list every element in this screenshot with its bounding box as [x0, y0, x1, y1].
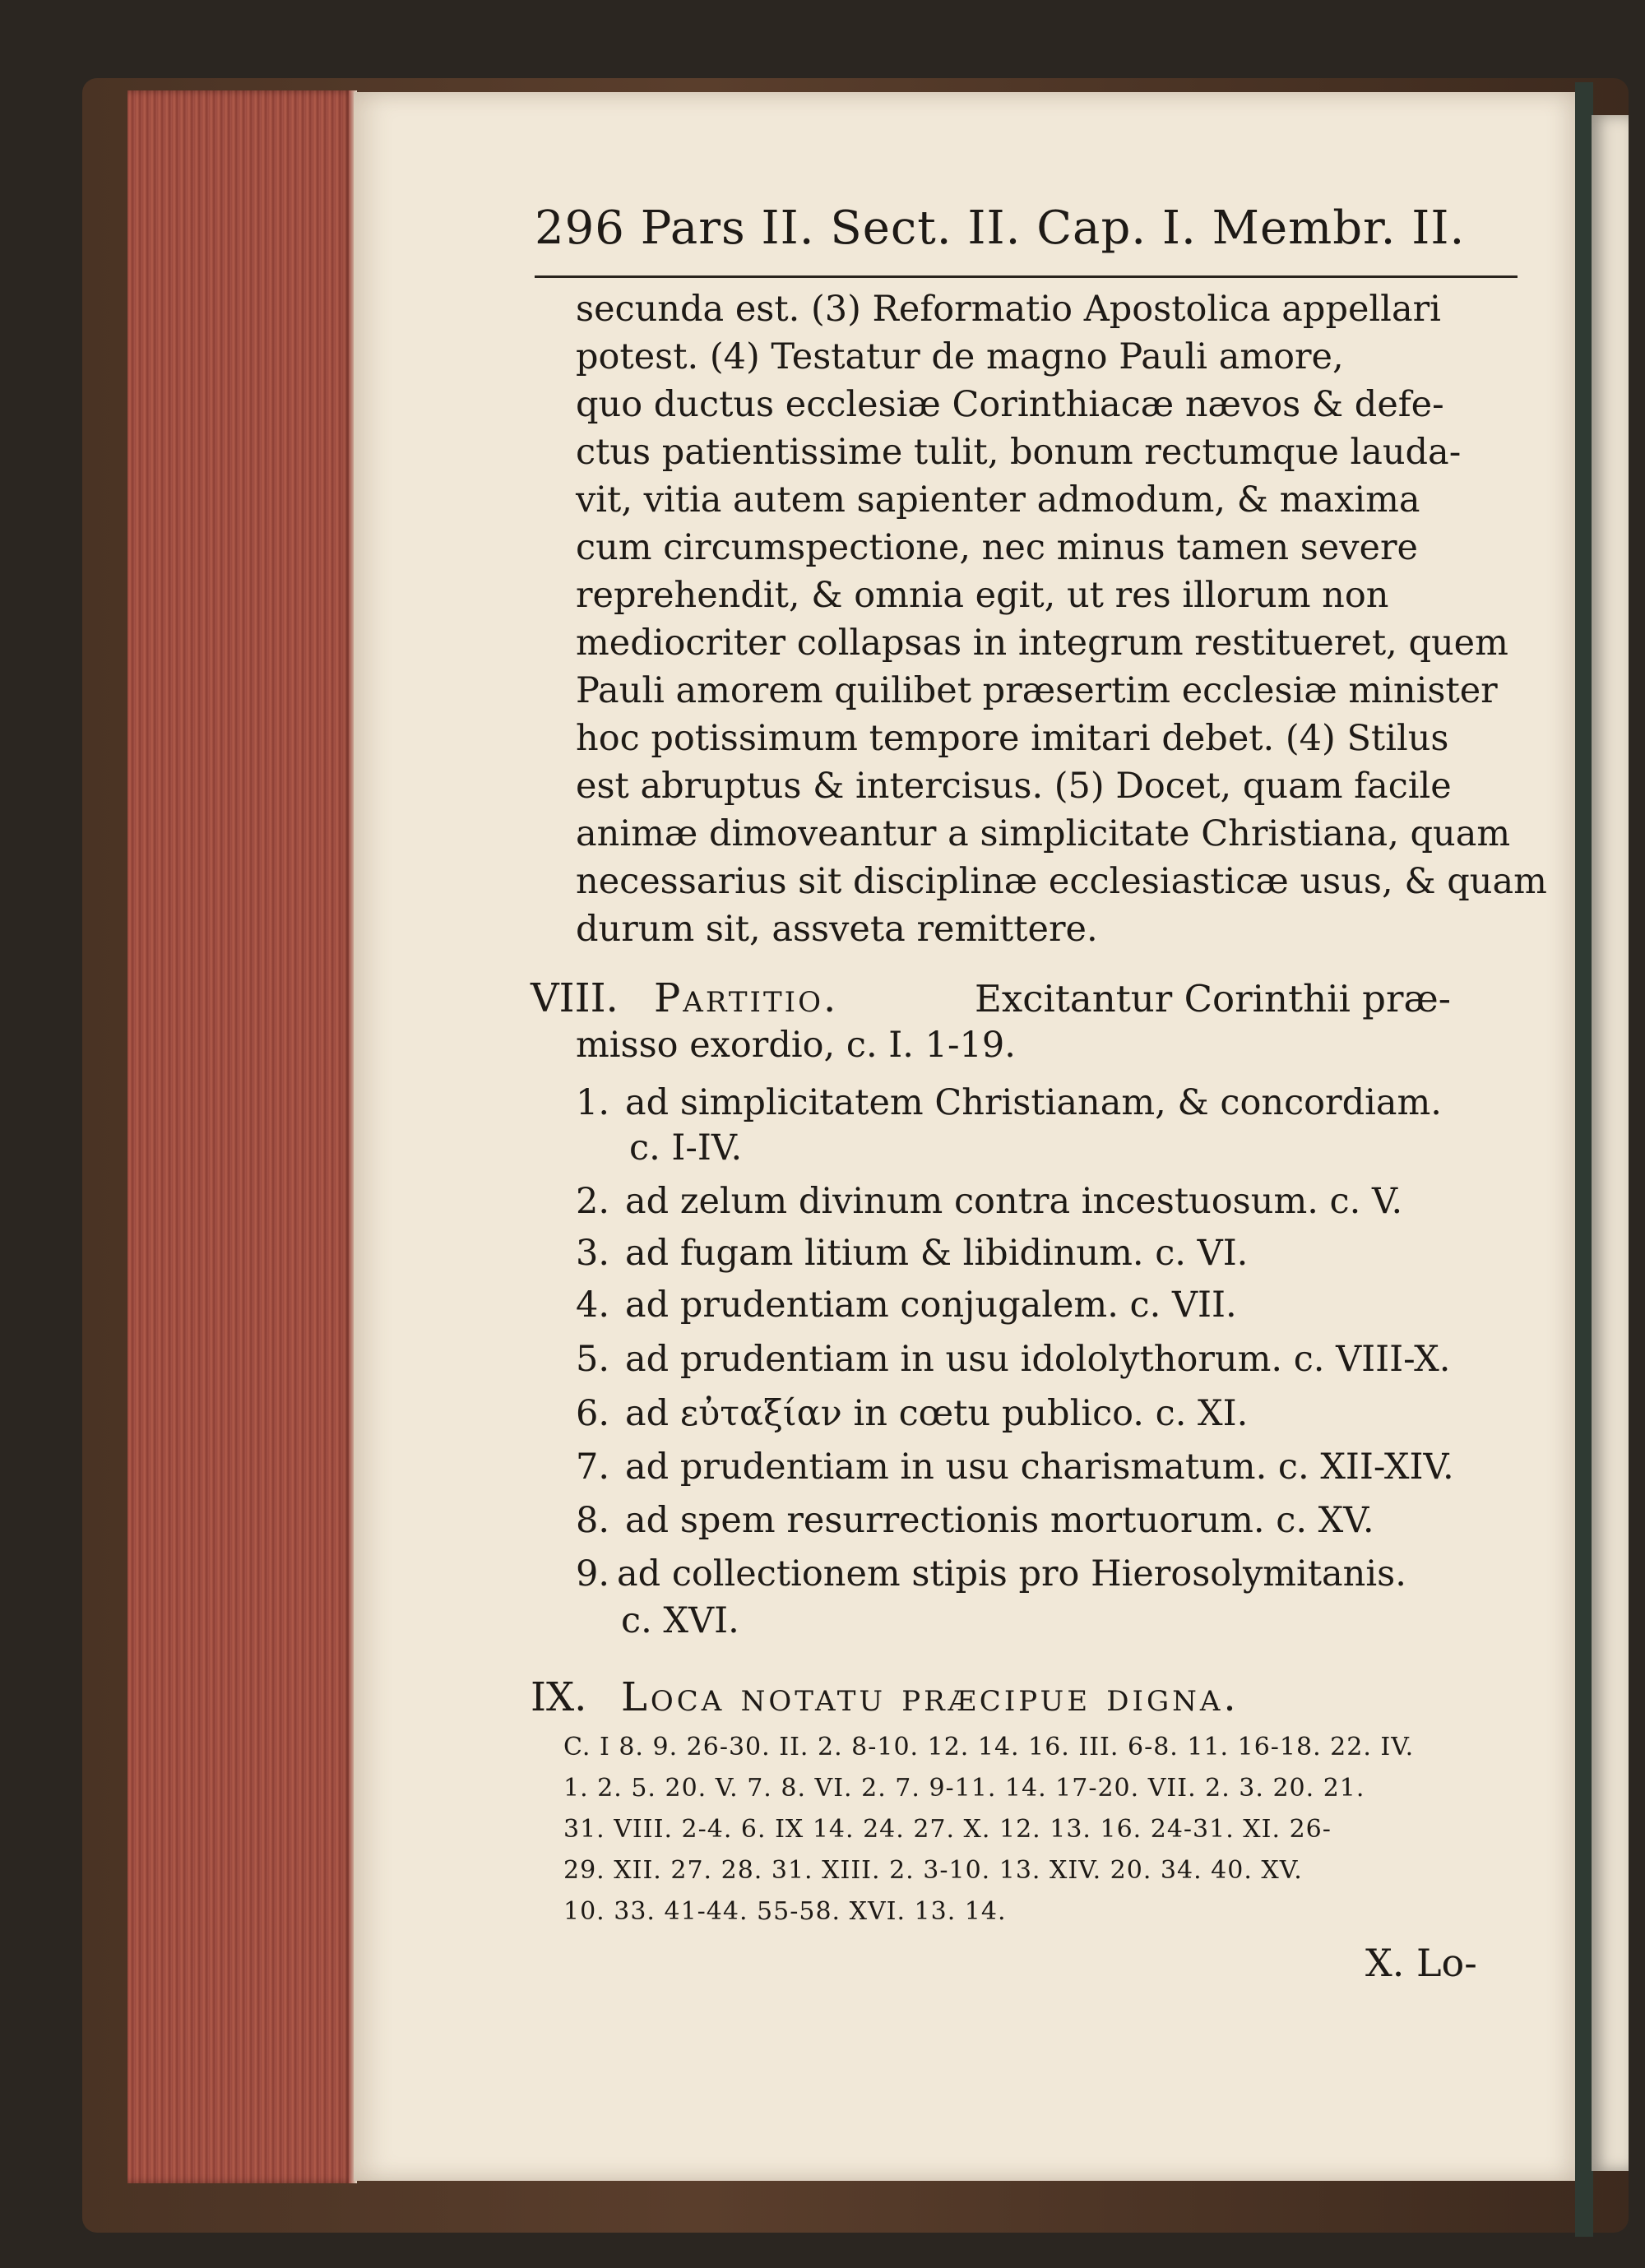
list-item-number: 2. [576, 1181, 610, 1222]
section-title: Loca notatu præcipue digna. [621, 1674, 1240, 1720]
list-item-number: 3. [576, 1233, 610, 1274]
facing-page-edge [1592, 115, 1629, 2171]
catchword: X. Lo- [1365, 1941, 1477, 1985]
list-item-number: 7. [576, 1446, 610, 1488]
list-item-number: 9. [576, 1553, 610, 1595]
section-number: IX. [531, 1674, 587, 1720]
section-title: Partitio. [654, 975, 839, 1021]
paragraph-line: secunda est. (3) Reformatio Apostolica appellari [576, 289, 1441, 330]
list-item: ad spem resurrectionis mortuorum. c. XV. [625, 1500, 1374, 1541]
paragraph-line: reprehendit, & omnia egit, ut res illorum non [576, 575, 1389, 616]
list-item-number: 8. [576, 1500, 610, 1541]
list-item: ad prudentiam conjugalem. c. VII. [625, 1284, 1237, 1326]
paragraph-line: ctus patientissime tulit, bonum rectumque lauda- [576, 432, 1462, 473]
list-item: ad zelum divinum contra incestuosum. c. V. [625, 1181, 1403, 1222]
list-item-number: 6. [576, 1393, 610, 1434]
list-item-number: 1. [576, 1082, 610, 1123]
paragraph-line: mediocriter collapsas in integrum restitueret, quem [576, 623, 1508, 664]
paragraph-line: necessarius sit disciplinæ ecclesiasticæ usus, & quam [576, 861, 1547, 902]
list-item: ad simplicitatem Christianam, & concordiam. [625, 1082, 1442, 1123]
reference-line: 31. VIII. 2-4. 6. IX 14. 24. 27. X. 12. 13. 16. 24-31. XI. 26- [563, 1815, 1332, 1844]
reference-line: 29. XII. 27. 28. 31. XIII. 2. 3-10. 13. XIV. 20. 34. 40. XV. [563, 1856, 1303, 1885]
list-item: ad prudentiam in usu idololythorum. c. VIII-X. [625, 1339, 1451, 1380]
list-item: ad εὐταξίαν in cœtu publico. c. XI. [625, 1393, 1249, 1434]
paragraph-line: est abruptus & intercisus. (5) Docet, quam facile [576, 766, 1452, 807]
paragraph-line: durum sit, assveta remittere. [576, 909, 1098, 950]
paragraph-line: cum circumspectione, nec minus tamen severe [576, 527, 1418, 568]
paragraph-line: potest. (4) Testatur de magno Pauli amore, [576, 336, 1344, 377]
section-intro: Excitantur Corinthii præ- [975, 977, 1451, 1021]
paragraph-line: vit, vitia autem sapienter admodum, & maxima [576, 479, 1420, 521]
reference-line: 1. 2. 5. 20. V. 7. 8. VI. 2. 7. 9-11. 14. 17-20. VII. 2. 3. 20. 21. [563, 1774, 1365, 1803]
running-head: 296 Pars II. Sect. II. Cap. I. Membr. II. [535, 201, 1466, 255]
header-rule [535, 275, 1518, 278]
list-item-number: 4. [576, 1284, 610, 1326]
paragraph-line: hoc potissimum tempore imitari debet. (4) Stilus [576, 718, 1449, 759]
reference-line: 10. 33. 41-44. 55-58. XVI. 13. 14. [563, 1897, 1007, 1926]
list-item-number: 5. [576, 1339, 610, 1380]
paragraph-line: quo ductus ecclesiæ Corinthiacæ nævos & defe- [576, 384, 1444, 425]
list-item-continuation: c. XVI. [621, 1600, 739, 1641]
section-intro: misso exordio, c. I. 1-19. [576, 1025, 1016, 1066]
page-block-edge [127, 90, 354, 2183]
binding-strip [1575, 82, 1593, 2237]
paragraph-line: Pauli amorem quilibet præsertim ecclesiæ minister [576, 670, 1498, 711]
paragraph-line: animæ dimoveantur a simplicitate Christiana, quam [576, 813, 1511, 854]
section-number: VIII. [531, 975, 619, 1021]
list-item: ad prudentiam in usu charismatum. c. XII-XIV. [625, 1446, 1454, 1488]
list-item-continuation: c. I-IV. [629, 1127, 743, 1169]
reference-line: C. I 8. 9. 26-30. II. 2. 8-10. 12. 14. 16. III. 6-8. 11. 16-18. 22. IV. [563, 1733, 1415, 1761]
list-item: ad collectionem stipis pro Hierosolymitanis. [617, 1553, 1406, 1595]
list-item: ad fugam litium & libidinum. c. VI. [625, 1233, 1249, 1274]
